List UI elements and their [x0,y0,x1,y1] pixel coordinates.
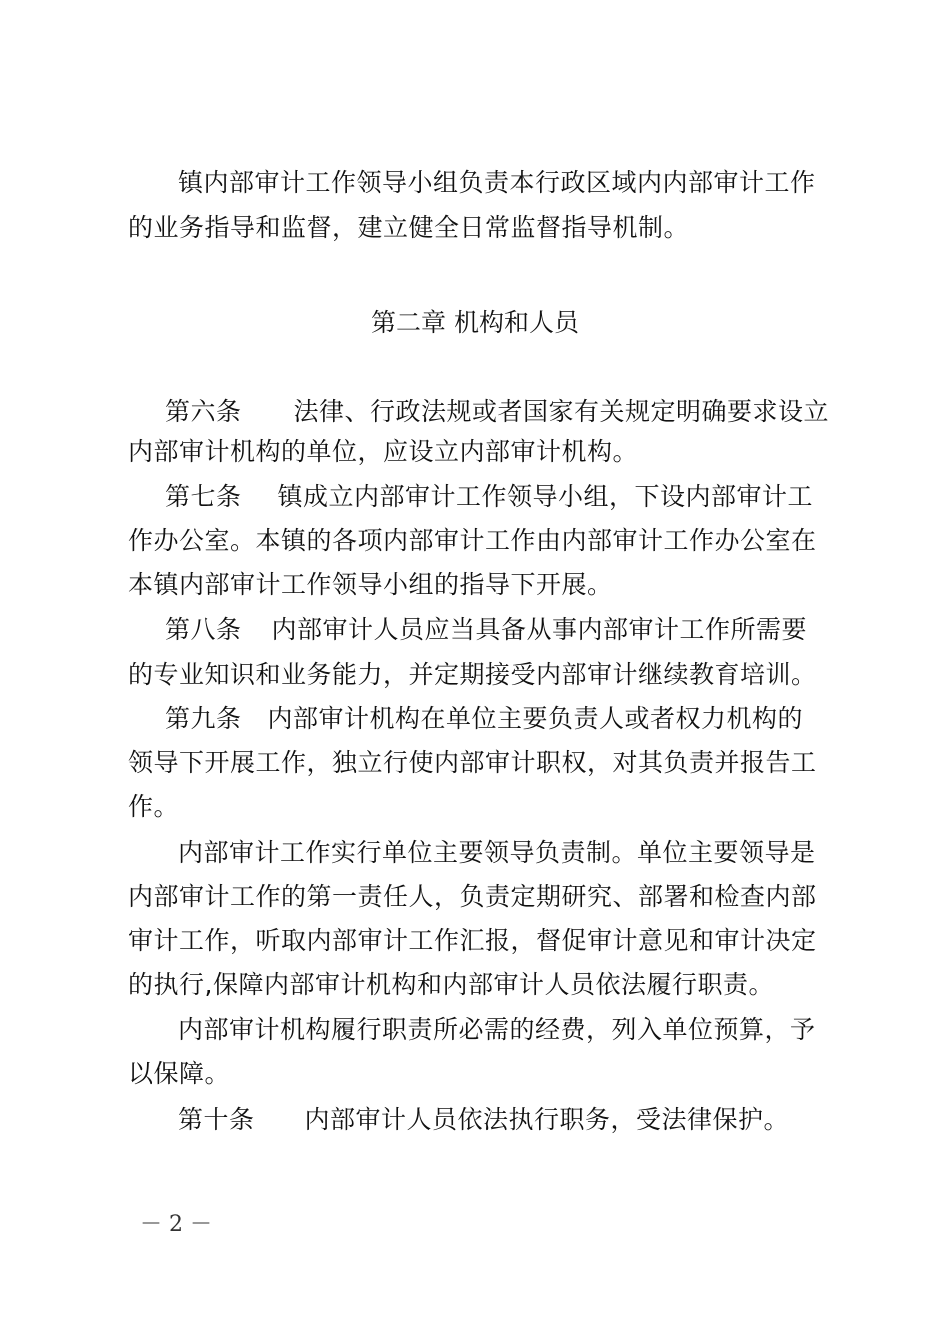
paragraph-line: 的业务指导和监督，建立健全日常监督指导机制。 [128,213,690,242]
article-6 [165,397,829,427]
paragraph-line: 内部审计工作的第一责任人，负责定期研究、部署和检查内部 [128,882,817,911]
paragraph-line: 内部审计工作实行单位主要领导负责制。单位主要领导是 [178,838,816,867]
article-text: 内部审计机构在单位主要负责人或者权力机构的 [267,704,804,733]
paragraph-line: 本镇内部审计工作领导小组的指导下开展。 [128,570,613,599]
article-label: 第八条 [165,615,242,644]
page-number: － 2 － [140,1212,212,1237]
paragraph-line: 内部审计机构的单位，应设立内部审计机构。 [128,437,639,466]
article-10 [178,1105,789,1135]
chapter-title: 第二章 机构和人员 [371,308,579,337]
article-label: 第六条 [165,397,242,426]
paragraph-line: 镇内部审计工作领导小组负责本行政区域内内部审计工作 [178,168,816,197]
paragraph-line: 的专业知识和业务能力，并定期接受内部审计继续教育培训。 [128,660,817,689]
article-text: 镇成立内部审计工作领导小组，下设内部审计工 [277,482,814,511]
article-7 [165,482,813,512]
article-8 [165,615,807,645]
paragraph-line: 内部审计机构履行职责所必需的经费，列入单位预算，予 [178,1015,816,1044]
paragraph-line: 审计工作，听取内部审计工作汇报，督促审计意见和审计决定 [128,926,817,955]
article-text: 法律、行政法规或者国家有关规定明确要求设立 [293,397,830,426]
paragraph-line: 作办公室。本镇的各项内部审计工作由内部审计工作办公室在 [128,526,817,555]
article-9 [165,704,803,734]
paragraph-line: 领导下开展工作，独立行使内部审计职权，对其负责并报告工 [128,748,817,777]
article-label: 第十条 [178,1105,255,1134]
article-text: 内部审计人员依法执行职务，受法律保护。 [304,1105,790,1134]
article-label: 第九条 [165,704,242,733]
paragraph-line: 作。 [128,792,180,821]
article-label: 第七条 [165,482,242,511]
article-text: 内部审计人员应当具备从事内部审计工作所需要 [271,615,808,644]
paragraph-line: 的执行,保障内部审计机构和内部审计人员依法履行职责。 [128,970,774,999]
paragraph-line: 以保障。 [128,1059,231,1088]
